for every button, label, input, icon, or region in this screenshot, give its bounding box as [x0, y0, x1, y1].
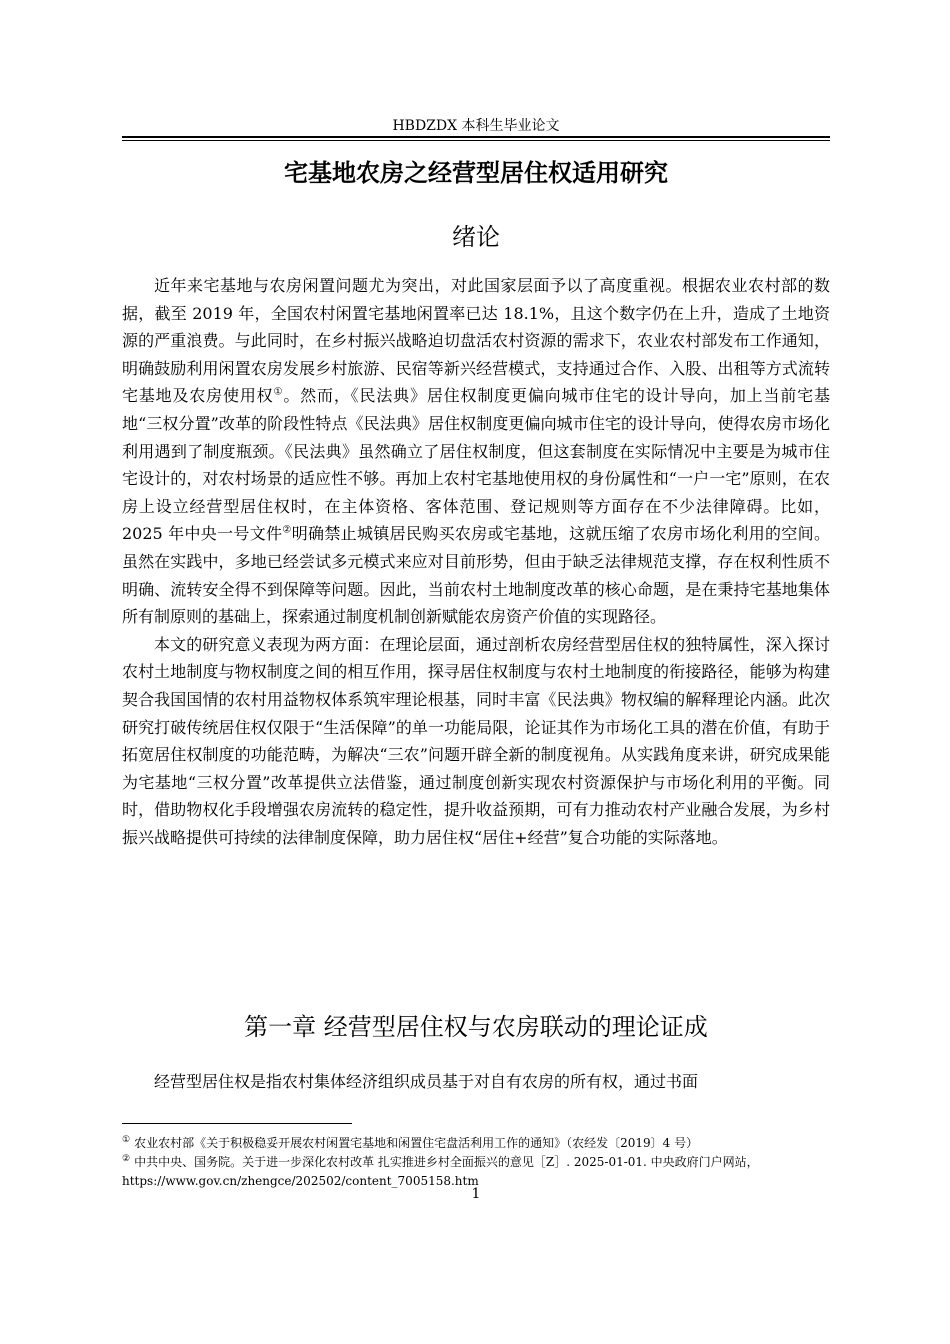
running-head: HBDZDX 本科生毕业论文 — [392, 118, 560, 134]
intro-heading: 绪论 — [452, 223, 500, 251]
chapter-1-paragraph-1: 经营型居住权是指农村集体经济组织成员基于对自有农房的所有权，通过书面 — [154, 1072, 699, 1091]
footnotes — [122, 1134, 830, 1191]
footnote-separator — [122, 1123, 352, 1124]
header-rule-thin — [122, 140, 830, 141]
footnote-2-mark: ② — [122, 1154, 131, 1164]
chapter-1-heading: 第一章 经营型居住权与农房联动的理论证成 — [244, 1013, 708, 1041]
footnote-1-text: 农业农村部《关于积极稳妥开展农村闲置宅基地和闲置住宅盘活利用工作的通知》（农经发〔2019〕4 号） — [134, 1136, 699, 1150]
intro-p1-part-a: 近年来宅基地与农房闲置问题尤为突出，对此国家层面予以了高度重视。根据农业农村部的数据，截至 2019 年，全国农村闲置宅基地闲置率已达 18.1%，且这个数字仍在上升，造成了土地资源的严重浪费。与此同时，在乡村振兴战略迫切盘活农村资源的需求下，农业农村部发布工作通知，明确鼓励利用闲置农房发展乡村旅游、民宿等新兴经营模式，支持通过合作、入股、出租等方式流转宅基地及农房使用权 — [122, 276, 830, 406]
thesis-title: 宅基地农房之经营型居住权适用研究 — [284, 159, 668, 187]
intro-body — [122, 272, 830, 851]
footnote-2-text: 中共中央、国务院。关于进一步深化农村改革 扎实推进乡村全面振兴的意见［Z］. 2025-01-01. 中央政府门户网站，https://www.gov.cn/zhengce/202502/content_7005158.htm — [122, 1155, 759, 1188]
page-number: 1 — [471, 1186, 481, 1202]
intro-paragraph-2: 本文的研究意义表现为两方面：在理论层面，通过剖析农房经营型居住权的独特属性，深入探讨农村土地制度与物权制度之间的相互作用，探寻居住权制度与农村土地制度的衔接路径，能够为构建契合我国国情的农村用益物权体系筑牢理论根基，同时丰富《民法典》物权编的解释理论内涵。此次研究打破传统居住权仅限于“生活保障”的单一功能局限，论证其作为市场化工具的潜在价值，有助于拓宽居住权制度的功能范畴，为解决“三农”问题开辟全新的制度视角。从实践角度来讲，研究成果能为宅基地“三权分置”改革提供立法借鉴，通过制度创新实现农村资源保护与市场化利用的平衡。同时，借助物权化手段增强农房流转的稳定性，提升收益预期，可有力推动农村产业融合发展，为乡村振兴战略提供可持续的法律制度保障，助力居住权“居住+经营”复合功能的实际落地。 — [122, 634, 830, 847]
intro-paragraph-1 — [122, 272, 830, 631]
footnote-1-mark: ① — [122, 1135, 131, 1145]
chapter-1-body — [122, 1068, 830, 1096]
intro-p1-part-c: 明确禁止城镇居民购买农房或宅基地，这就压缩了农房市场化利用的空间。虽然在实践中，多地已经尝试多元模式来应对目前形势，但由于缺乏法律规范支撑，存在权利性质不明确、流转安全得不到保障等问题。因此，当前农村土地制度改革的核心命题，是在秉持宅基地集体所有制原则的基础上，探索通过制度机制创新赋能农房资产价值的实现路径。 — [122, 524, 830, 627]
footnote-1 — [122, 1134, 830, 1153]
footnote-ref-2[interactable]: ② — [282, 525, 292, 537]
footnote-ref-1[interactable]: ① — [273, 387, 284, 399]
intro-p1-part-b: 。然而，《民法典》居住权制度更偏向城市住宅的设计导向，加上当前宅基地“三权分置”改革的阶段性特点《民法典》居住权制度更偏向城市住宅的设计导向，使得农房市场化利用遇到了制度瓶颈。《民法典》虽然确立了居住权制度，但这套制度在实际情况中主要是为城市住宅设计的，对农村场景的适应性不够。再加上农村宅基地使用权的身份属性和“一户一宅”原则，在农房上设立经营型居住权时，在主体资格、客体范围、登记规则等方面存在不少法律障碍。比如，2025 年中央一号文件 — [122, 386, 830, 544]
header-rule-thick — [122, 136, 830, 138]
